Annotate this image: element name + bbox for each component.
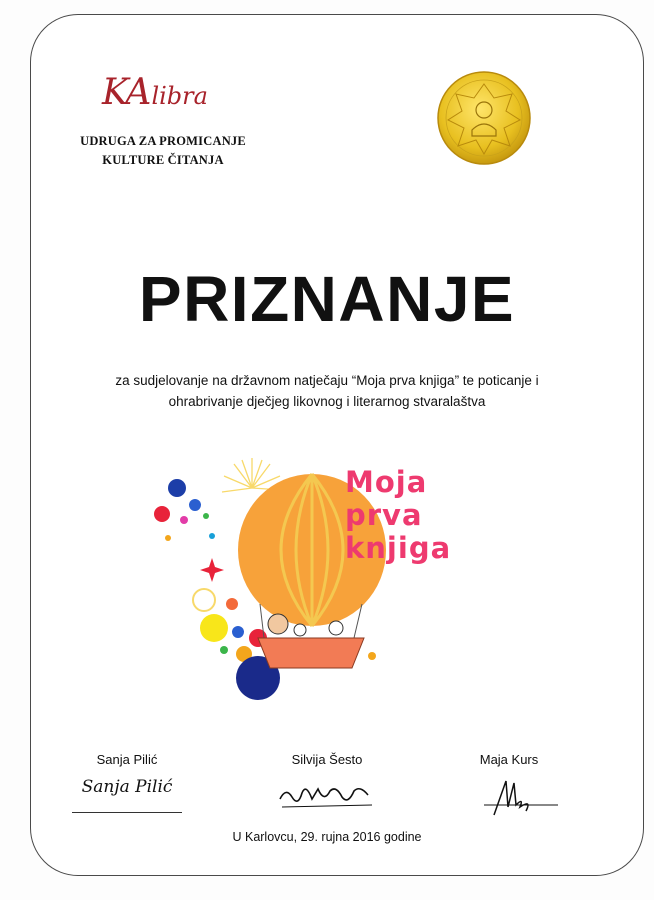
certificate-title: PRIZNANJE bbox=[138, 263, 516, 335]
gold-seal-icon bbox=[436, 70, 532, 166]
signature-block-2 bbox=[252, 752, 402, 815]
place-and-date: U Karlovcu, 29. rujna 2016 godine bbox=[232, 830, 422, 844]
handwritten-signature bbox=[52, 777, 202, 815]
logo-libra: libra bbox=[151, 82, 208, 110]
signature-scribble-icon bbox=[272, 777, 382, 813]
organization-name-line1: UDRUGA ZA PROMICANJE bbox=[80, 134, 246, 148]
handwritten-signature bbox=[252, 777, 402, 815]
signature-script: Sanja Pilić bbox=[81, 777, 173, 797]
organization-name bbox=[74, 132, 252, 170]
certificate-subtitle bbox=[60, 370, 594, 412]
logo-wordmark bbox=[102, 72, 208, 113]
moja-prva-knjiga-brand bbox=[345, 466, 451, 565]
subtitle-line1: za sudjelovanje na državnom natječaju “Moja prva knjiga” te poticanje i bbox=[115, 373, 539, 388]
signature-scribble-icon bbox=[454, 777, 564, 817]
logo-ka: KA bbox=[102, 72, 150, 113]
handwritten-signature bbox=[434, 777, 584, 815]
signature-line bbox=[72, 812, 182, 813]
brand-line3: knjiga bbox=[345, 531, 452, 565]
brand-line2: prva bbox=[345, 498, 423, 532]
signature-block-1 bbox=[52, 752, 202, 815]
signatory-name: Silvija Šesto bbox=[291, 752, 363, 767]
signatory-name: Maja Kurs bbox=[479, 752, 539, 767]
signatory-name: Sanja Pilić bbox=[96, 752, 158, 767]
brand-line1: Moja bbox=[345, 465, 428, 499]
subtitle-line2: ohrabrivanje dječjeg likovnog i literarnog stvaralaštva bbox=[168, 394, 486, 409]
organization-name-line2: KULTURE ČITANJA bbox=[102, 153, 224, 167]
signature-block-3 bbox=[434, 752, 584, 815]
